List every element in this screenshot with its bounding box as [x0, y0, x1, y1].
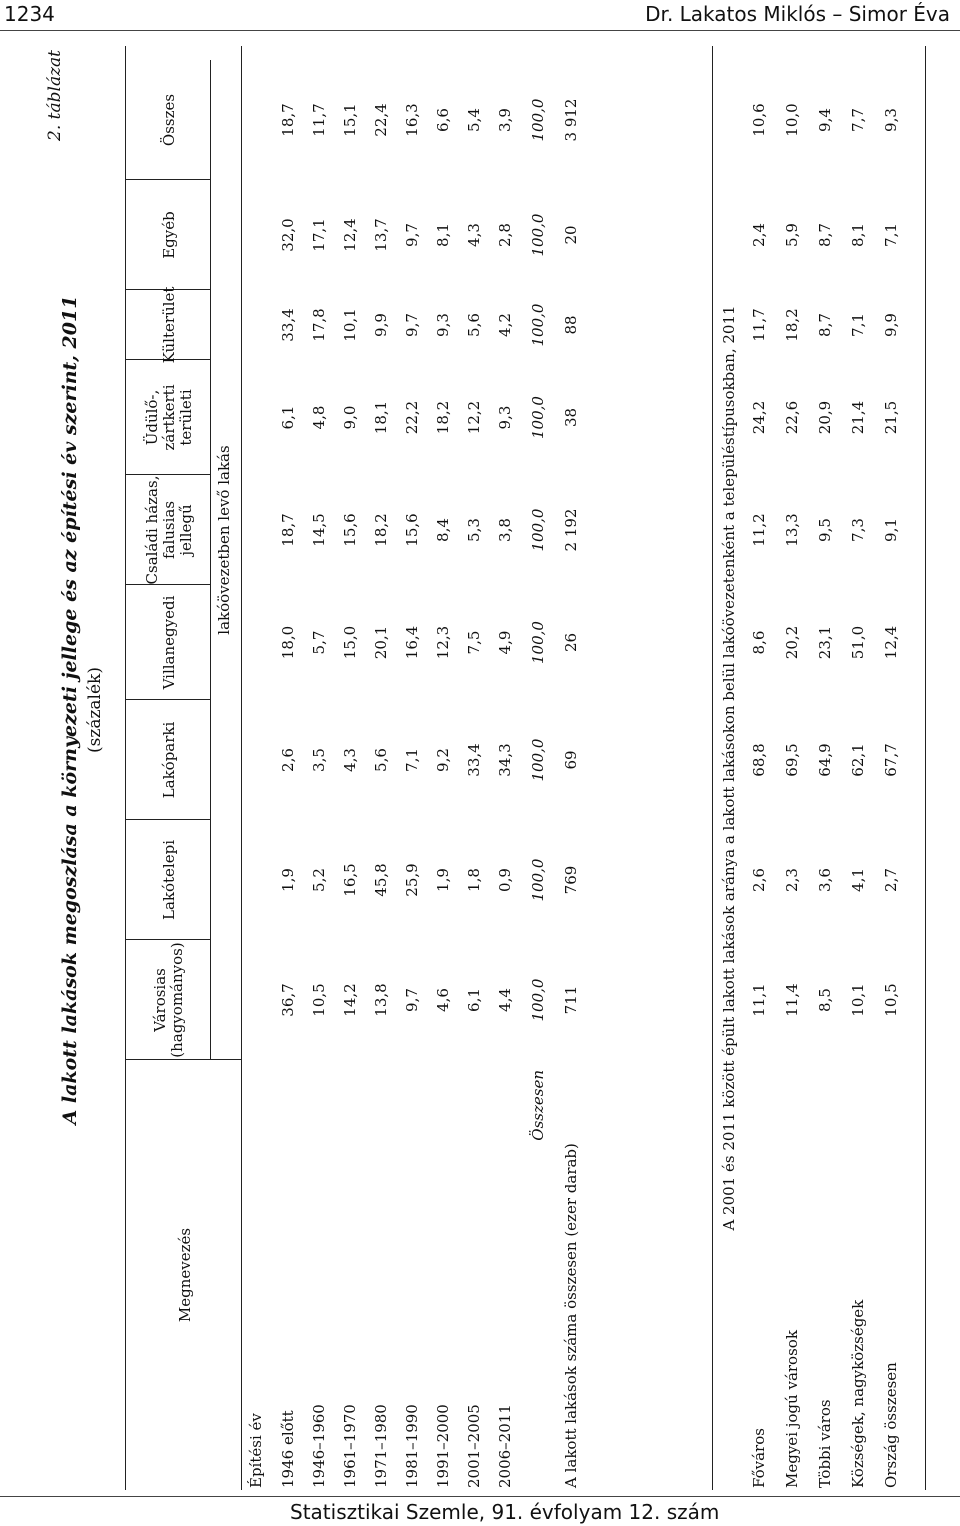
total-row-cell: 100,0 [529, 98, 547, 142]
table-row-cell: 8,1 [434, 223, 452, 247]
settlement-row-cell: 9,1 [882, 518, 900, 542]
table-row-cell: 2,8 [496, 223, 514, 247]
table-row-cell: 15,6 [341, 513, 359, 547]
table-row-cell: 17,1 [310, 218, 328, 252]
total-row-cell: 100,0 [529, 396, 547, 439]
table-row-cell: 11,7 [310, 103, 328, 137]
settlement-row-cell: 11,1 [750, 983, 768, 1017]
settlement-row-cell: 20,9 [816, 400, 834, 435]
table-row-cell: 18,2 [372, 513, 390, 547]
table-row-label: 1991–2000 [434, 1404, 452, 1488]
col-header-villanegyedi: Villanegyedi [159, 595, 178, 690]
table-row-cell: 4,9 [496, 630, 514, 655]
table-row-cell: 14,5 [310, 513, 328, 547]
section-divider-rule [712, 46, 713, 1490]
table-row-cell: 4,2 [496, 313, 514, 337]
settlement-row-label: Megyei jogú városok [783, 1330, 801, 1488]
table-row-label: 1946–1960 [310, 1404, 328, 1488]
settlement-row-cell: 12,4 [882, 625, 900, 660]
table-row-cell: 16,5 [341, 863, 359, 897]
table-row-cell: 17,8 [310, 308, 328, 342]
total-row-cell: 100,0 [529, 858, 547, 902]
table-row-cell: 15,1 [341, 103, 359, 137]
col-header-varosias: Városias (hagyományos) [151, 942, 186, 1058]
count-row-cell: 69 [562, 750, 580, 770]
settlement-row-cell: 64,9 [816, 743, 834, 777]
total-row-cell: 100,0 [529, 213, 547, 257]
settlement-row-cell: 2,6 [750, 868, 768, 892]
table-row-cell: 1,8 [465, 868, 483, 892]
page-author: Dr. Lakatos Miklós – Simor Éva [645, 2, 950, 26]
count-row-cell: 20 [562, 225, 580, 245]
settlement-row-cell: 20,2 [783, 625, 801, 660]
table-title: A lakott lakások megoszlása a környezeti jellege és az építési év szerint, 2011 [59, 295, 81, 1125]
count-row-cell: 769 [562, 865, 580, 895]
table-row-cell: 18,1 [372, 400, 390, 435]
table-row-cell: 18,7 [279, 103, 297, 137]
table-row-label: 1946 előtt [279, 1410, 297, 1488]
count-row-cell: 3 912 [562, 98, 580, 142]
total-row-label: Összesen [529, 1070, 547, 1141]
table-row-cell: 45,8 [372, 863, 390, 897]
group-header-rule [210, 60, 211, 1060]
header-bottom-rule [241, 46, 242, 1490]
settlement-row-cell: 4,1 [849, 868, 867, 892]
settlement-row-cell: 51,0 [849, 625, 867, 660]
table-row-cell: 1,9 [279, 868, 297, 892]
settlement-row-cell: 11,7 [750, 308, 768, 342]
table-row-cell: 4,3 [465, 223, 483, 247]
table-row-cell: 7,5 [465, 630, 483, 655]
table-row-cell: 12,4 [341, 218, 359, 252]
table-label: 2. táblázat [45, 50, 65, 141]
table-row-cell: 22,4 [372, 103, 390, 137]
settlement-row-cell: 9,4 [816, 108, 834, 132]
table-row-cell: 18,0 [279, 625, 297, 660]
settlement-row-cell: 21,4 [849, 400, 867, 435]
table-row-cell: 8,4 [434, 518, 452, 542]
table-row-cell: 5,6 [465, 313, 483, 337]
count-row-cell: 711 [562, 985, 580, 1015]
table-row-cell: 6,6 [434, 108, 452, 132]
settlement-row-cell: 13,3 [783, 513, 801, 547]
settlement-row-cell: 7,1 [882, 223, 900, 247]
table-row-cell: 9,3 [496, 405, 514, 430]
table-row-cell: 12,2 [465, 400, 483, 435]
total-row-cell: 100,0 [529, 978, 547, 1022]
settlement-row-cell: 2,7 [882, 868, 900, 892]
settlement-row-label: Községek, nagyközségek [849, 1299, 867, 1488]
table-row-cell: 5,7 [310, 630, 328, 655]
table-row-cell: 10,1 [341, 308, 359, 342]
table-row-label: 1981–1990 [403, 1404, 421, 1488]
section-title-build-year: Építési év [247, 1413, 265, 1488]
footer-rule [0, 1496, 960, 1497]
table-row-cell: 15,0 [341, 625, 359, 660]
col-header-megnevezes: Megnevezés [175, 1227, 194, 1323]
table-row-label: 1971–1980 [372, 1404, 390, 1488]
table-row-cell: 14,2 [341, 983, 359, 1017]
table-row-cell: 22,2 [403, 400, 421, 435]
count-row-label: A lakott lakások száma összesen (ezer darab) [562, 1143, 580, 1488]
table-top-rule [125, 46, 126, 1490]
table-row-cell: 13,8 [372, 983, 390, 1017]
table-row-cell: 9,3 [434, 313, 452, 337]
table-row-cell: 4,3 [341, 748, 359, 772]
table-row-cell: 33,4 [279, 308, 297, 342]
settlement-row-cell: 62,1 [849, 743, 867, 777]
table-row-cell: 34,3 [496, 743, 514, 777]
col-header-udulo: Üdülő-, zártkerti területi [142, 384, 195, 451]
group-header: lakóövezetben levő lakás [215, 445, 233, 635]
table-row-cell: 25,9 [403, 863, 421, 897]
settlement-row-cell: 68,8 [750, 743, 768, 777]
header-rule [0, 30, 960, 31]
settlement-row-cell: 8,6 [750, 630, 768, 655]
count-row-cell: 26 [562, 632, 580, 653]
table-row-cell: 4,6 [434, 988, 452, 1012]
table-row-cell: 18,7 [279, 513, 297, 547]
table-row-cell: 10,5 [310, 983, 328, 1017]
table-row-cell: 13,7 [372, 218, 390, 252]
count-row-cell: 88 [562, 315, 580, 335]
settlement-row-cell: 11,2 [750, 513, 768, 547]
table-row-cell: 3,8 [496, 518, 514, 542]
settlement-row-cell: 18,2 [783, 308, 801, 342]
settlement-row-cell: 10,1 [849, 983, 867, 1017]
table-row-cell: 15,6 [403, 513, 421, 547]
table-row-cell: 5,3 [465, 518, 483, 542]
table-row-label: 2006–2011 [496, 1404, 514, 1488]
rotated-table [45, 46, 925, 1490]
settlement-row-cell: 7,1 [849, 313, 867, 337]
table-row-label: 2001–2005 [465, 1404, 483, 1488]
settlement-row-label: Főváros [750, 1428, 768, 1488]
total-row-cell: 100,0 [529, 303, 547, 347]
settlement-row-cell: 8,1 [849, 223, 867, 247]
table-row-cell: 20,1 [372, 625, 390, 660]
count-row-cell: 38 [562, 407, 580, 428]
table-row-cell: 1,9 [434, 868, 452, 892]
table-row-cell: 9,7 [403, 223, 421, 247]
table-bottom-rule [925, 46, 926, 1490]
settlement-row-cell: 10,5 [882, 983, 900, 1017]
settlement-row-cell: 5,9 [783, 223, 801, 247]
table-row-cell: 12,3 [434, 625, 452, 660]
table-row-label: 1961–1970 [341, 1404, 359, 1488]
table-row-cell: 3,9 [496, 108, 514, 132]
table-row-cell: 7,1 [403, 748, 421, 772]
settlement-row-cell: 9,3 [882, 108, 900, 132]
table-row-cell: 33,4 [465, 743, 483, 777]
table-row-cell: 16,4 [403, 625, 421, 660]
col-header-csaladi-hazas: Családi házas, falusias jellegű [142, 475, 195, 585]
settlement-row-label: Többi város [816, 1399, 834, 1488]
table-subtitle: (százalék) [85, 667, 105, 753]
settlement-row-label: Ország összesen [882, 1362, 900, 1488]
table-row-cell: 9,7 [403, 313, 421, 337]
col-header-lakoparki: Lakóparki [159, 721, 178, 799]
table-row-cell: 9,7 [403, 988, 421, 1012]
table-row-cell: 2,6 [279, 748, 297, 772]
table-row-cell: 5,6 [372, 748, 390, 772]
settlement-row-cell: 10,6 [750, 103, 768, 137]
settlement-row-cell: 24,2 [750, 400, 768, 435]
table-row-cell: 6,1 [279, 405, 297, 430]
page-number: 1234 [4, 2, 55, 26]
total-row-cell: 100,0 [529, 508, 547, 552]
total-row-cell: 100,0 [529, 621, 547, 664]
table-row-cell: 4,8 [310, 405, 328, 430]
settlement-row-cell: 23,1 [816, 625, 834, 660]
settlement-row-cell: 67,7 [882, 743, 900, 777]
settlement-row-cell: 21,5 [882, 400, 900, 435]
settlement-row-cell: 2,4 [750, 223, 768, 247]
table-row-cell: 36,7 [279, 983, 297, 1017]
settlement-row-cell: 8,7 [816, 223, 834, 247]
table-row-cell: 4,4 [496, 988, 514, 1012]
settlement-row-cell: 2,3 [783, 868, 801, 892]
settlement-row-cell: 22,6 [783, 400, 801, 435]
page-header [0, 0, 960, 32]
section-title-settlement: A 2001 és 2011 között épült lakott lakások aránya a lakott lakásokon belül lakóövezetenként a településtípusokban, 2011 [720, 305, 738, 1231]
settlement-row-cell: 8,7 [816, 313, 834, 337]
table-row-cell: 5,4 [465, 108, 483, 132]
settlement-row-cell: 8,5 [816, 988, 834, 1012]
col-header-lakotelepi: Lakótelepi [159, 840, 178, 921]
page-footer: Statisztikai Szemle, 91. évfolyam 12. szám [290, 1500, 720, 1524]
table-row-cell: 9,2 [434, 748, 452, 772]
settlement-row-cell: 69,5 [783, 743, 801, 777]
table-row-cell: 6,1 [465, 988, 483, 1012]
settlement-row-cell: 10,0 [783, 103, 801, 137]
table-row-cell: 16,3 [403, 103, 421, 137]
count-row-cell: 2 192 [562, 508, 580, 552]
table-row-cell: 0,9 [496, 868, 514, 892]
settlement-row-cell: 9,5 [816, 518, 834, 542]
table-row-cell: 3,5 [310, 748, 328, 772]
col-header-kulterulet: Külterület [159, 286, 178, 364]
table-row-cell: 5,2 [310, 868, 328, 892]
settlement-row-cell: 9,9 [882, 313, 900, 337]
table-row-cell: 9,0 [341, 405, 359, 430]
table-row-cell: 9,9 [372, 313, 390, 337]
settlement-row-cell: 7,3 [849, 518, 867, 542]
settlement-row-cell: 11,4 [783, 983, 801, 1017]
col-header-osszes: Összes [159, 93, 178, 147]
col-header-egyeb: Egyéb [159, 211, 178, 259]
table-row-cell: 32,0 [279, 218, 297, 252]
total-row-cell: 100,0 [529, 738, 547, 782]
settlement-row-cell: 3,6 [816, 868, 834, 892]
table-row-cell: 18,2 [434, 400, 452, 435]
settlement-row-cell: 7,7 [849, 108, 867, 132]
